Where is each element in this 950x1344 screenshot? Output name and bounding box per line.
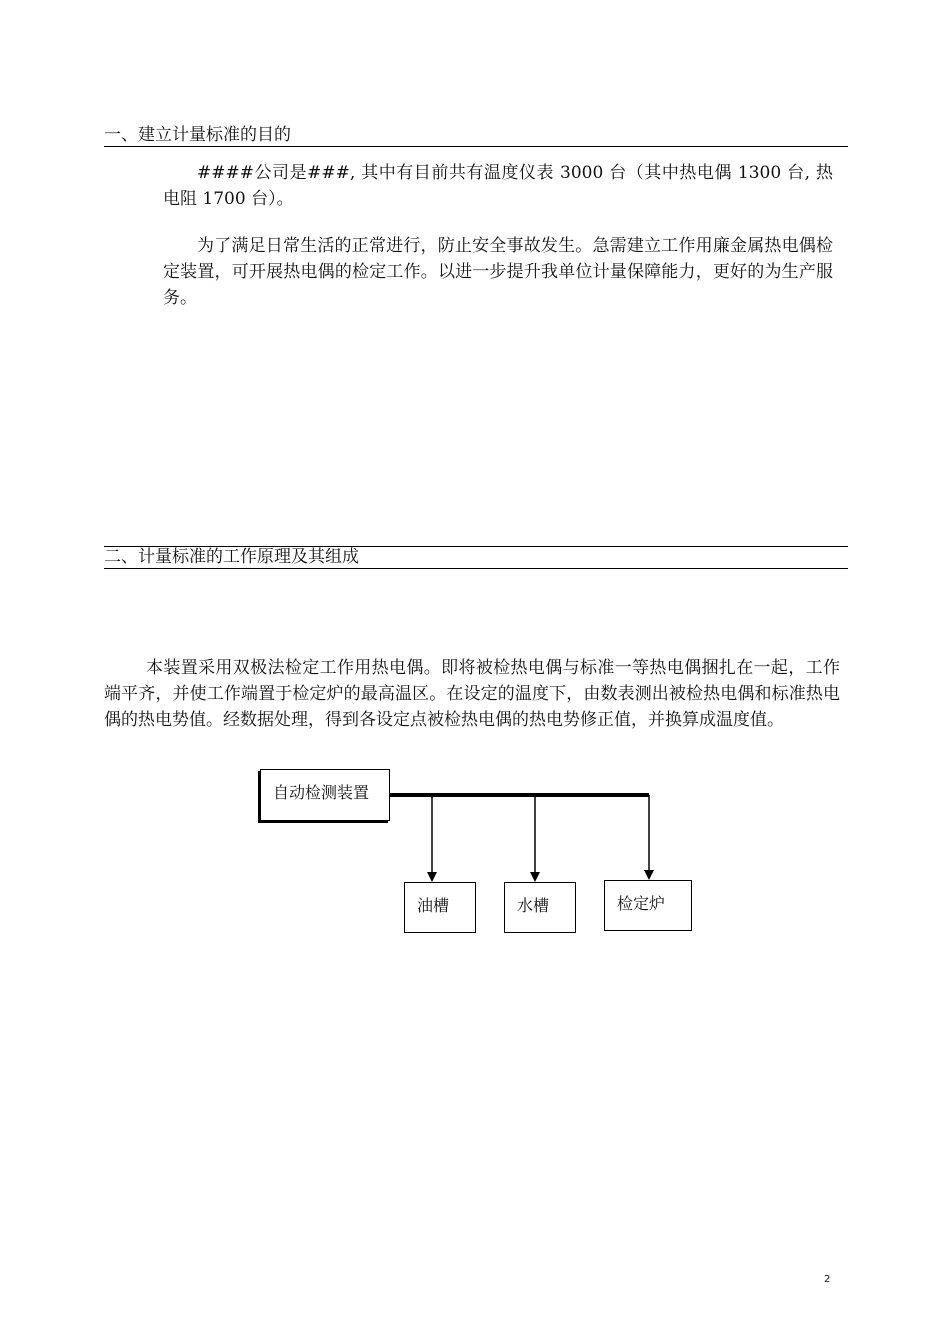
auto-detection-device-box [260, 769, 390, 821]
arrow-water-icon [530, 872, 540, 882]
auto-detection-device-label: 自动检测装置 [273, 783, 370, 802]
paragraph-company-overview: ####公司是###, 其中有目前共有温度仪表 3000 台（其中热电偶 1300 台, 热电阻 1700 台）。 [163, 163, 833, 209]
paragraph-principle: 本装置采用双极法检定工作用热电偶。即将被检热电偶与标准一等热电偶捆扎在一起，工作端平齐，并使工作端置于检定炉的最高温区。在设定的温度下，由数表测出被检热电偶和标准热电偶的热电势值。经数据处理，得到各设定点被检热电偶的热电势修正值，并换算成温度值。 [104, 658, 840, 730]
page-number: 2 [824, 1274, 831, 1285]
section-heading-purpose: 一、建立计量标准的目的 [104, 125, 848, 147]
oil-bath-box [404, 882, 476, 933]
arrow-oil-icon [427, 872, 437, 882]
water-bath-label: 水槽 [517, 896, 550, 915]
water-bath-box [504, 882, 576, 933]
calibration-furnace-box [604, 880, 692, 931]
calibration-furnace-label: 检定炉 [617, 894, 666, 913]
section-heading-principle: 二、计量标准的工作原理及其组成 [104, 546, 848, 569]
paragraph-purpose: 为了满足日常生活的正常进行，防止安全事故发生。急需建立工作用廉金属热电偶检定装置，可开展热电偶的检定工作。以进一步提升我单位计量保障能力，更好的为生产服务。 [163, 236, 833, 308]
arrow-furnace-icon [644, 870, 654, 880]
oil-bath-label: 油槽 [417, 896, 450, 915]
